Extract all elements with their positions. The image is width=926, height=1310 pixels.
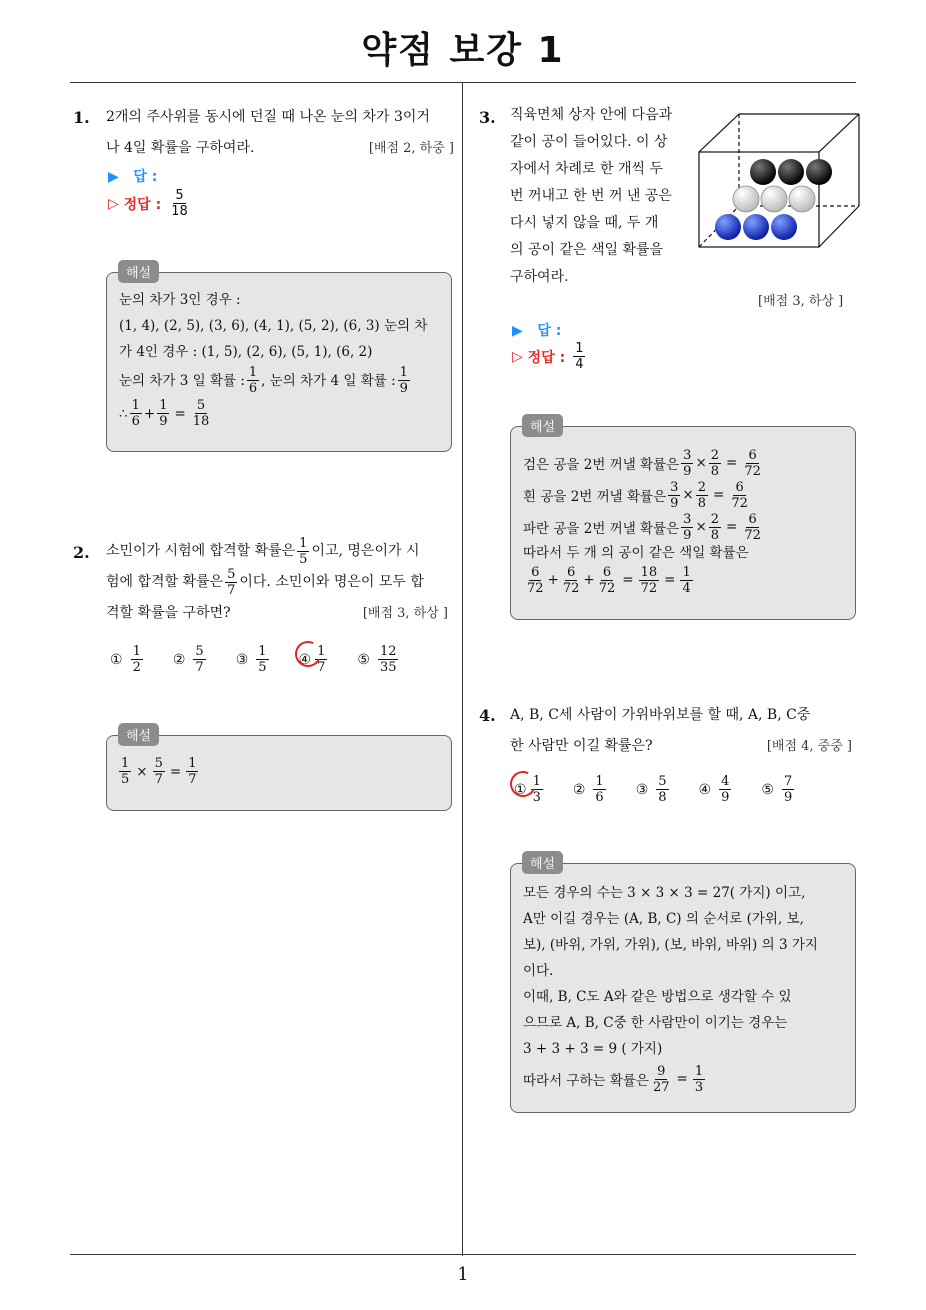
- times-sign: ×: [695, 519, 707, 535]
- q2-frac-num: 5: [227, 567, 236, 582]
- q2-text-line2: [106, 567, 456, 598]
- q2-text: [106, 536, 456, 629]
- q1-correct-row: [108, 188, 192, 219]
- choice-mark: ⑤: [357, 651, 370, 668]
- q1-exp-sum-result: [191, 398, 212, 429]
- q3-meta: [배점 3, 하상 ]: [758, 294, 844, 309]
- equals-sign: =: [169, 763, 182, 780]
- frac-den: 9: [683, 527, 692, 543]
- q3-exp-line5: [523, 563, 855, 597]
- q4-explanation-box: [510, 863, 856, 1113]
- frac-num: 3: [683, 447, 692, 463]
- q4-explanation-tag: 해설: [522, 851, 563, 874]
- frac-num: 1: [694, 1063, 704, 1079]
- frac-num: 6: [748, 447, 757, 463]
- choice-fraction: [782, 774, 794, 805]
- q4-choice-4[interactable]: [699, 774, 734, 805]
- q1-exp-line2: (1, 4), (2, 5), (3, 6), (4, 1), (5, 2), (6, 3) 눈의 차: [119, 318, 428, 334]
- play-outline-icon: ▷: [108, 195, 119, 212]
- frac-num: 3: [670, 479, 679, 495]
- frac-den: 5: [121, 772, 130, 787]
- q1-correct-fraction: [169, 188, 190, 219]
- black-ball: [778, 159, 804, 185]
- frac-18-72: [639, 565, 660, 596]
- q2-text-line1: [106, 536, 456, 567]
- frac-6-72: [597, 565, 618, 596]
- q3-text-line: 번 꺼내고 한 번 꺼 낸 공은: [510, 188, 672, 204]
- choice-num: 5: [195, 644, 204, 659]
- choice-fraction: [193, 644, 205, 675]
- q2-explanation-box: [106, 735, 452, 811]
- frac-den: 72: [744, 463, 761, 479]
- frac-num: 6: [531, 564, 540, 580]
- q3-answer-label: 답 :: [537, 323, 562, 339]
- frac-2-8: [709, 512, 721, 543]
- choice-fraction: [378, 644, 399, 675]
- q1-exp-line5: [119, 398, 451, 429]
- q2-choices: [110, 644, 428, 675]
- q3-text-line: 의 공이 같은 색일 확률을: [510, 242, 664, 258]
- frac-den: 72: [640, 580, 658, 596]
- frac-den: 9: [683, 463, 692, 479]
- q3-exp-line1: [523, 447, 855, 479]
- frac-2-8: [696, 480, 708, 511]
- frac-3-9: [681, 448, 693, 479]
- q2-exp-frac-b: [153, 756, 165, 787]
- q3-correct-label: 정답 :: [527, 349, 566, 366]
- q4-exp-l8-text: 따라서 구하는 확률은: [523, 1073, 649, 1089]
- frac-6-72: [742, 512, 763, 543]
- q1-exp-frac-den: 6: [131, 414, 140, 429]
- frac-num: 2: [697, 479, 706, 495]
- q1-explanation-tag: 해설: [118, 260, 159, 283]
- q1-exp-frac-den: 9: [159, 414, 168, 429]
- frac-1-4: [680, 565, 692, 596]
- equals-sign: =: [664, 572, 676, 588]
- choice-den: 7: [195, 660, 204, 675]
- choice-mark: ④: [298, 651, 312, 668]
- equals-sign: =: [726, 519, 738, 535]
- choice-num: 1: [532, 774, 541, 789]
- choice-num: 7: [783, 774, 793, 789]
- frac-den: 3: [694, 1079, 704, 1095]
- q1-exp-frac-num: 1: [159, 398, 168, 413]
- times-sign: ×: [695, 455, 707, 471]
- q3-exp-line3: [523, 511, 855, 543]
- frac-3-9: [668, 480, 680, 511]
- q1-text-line2: [106, 133, 456, 164]
- q2-text-d: 이다. 소민이와 명은이 모두 합: [239, 574, 424, 590]
- frac-num: 6: [748, 511, 757, 527]
- q1-text-line2-text: 나 4일 확률을 구하여라.: [106, 140, 255, 156]
- frac-num: 5: [154, 756, 163, 771]
- plus-sign: +: [547, 572, 559, 588]
- choice-fraction: [656, 774, 668, 805]
- choice-num: 1: [595, 774, 604, 789]
- choice-num: 12: [379, 644, 397, 659]
- q4-meta: [배점 4, 중중 ]: [766, 739, 852, 754]
- q2-explanation-tag: 해설: [118, 723, 159, 746]
- q4-exp-line4: 이다.: [523, 963, 554, 979]
- q1-exp-frac-1-9: [398, 365, 410, 396]
- frac-6-72: [525, 565, 546, 596]
- choice-num: 1: [317, 644, 326, 659]
- frac-6-72: [742, 448, 763, 479]
- box-edge: [819, 114, 859, 152]
- q2-choice-1[interactable]: [110, 644, 145, 675]
- blue-ball: [771, 214, 797, 240]
- q3-text-line: 다시 넣지 않을 때, 두 개: [510, 215, 659, 231]
- q2-choice-5[interactable]: [357, 644, 400, 675]
- frac-den: 8: [710, 463, 720, 479]
- frac-3-9: [681, 512, 693, 543]
- q3-exp-l2-text: 흰 공을 2번 꺼낼 확률은: [523, 489, 667, 505]
- equals-sign: =: [174, 405, 186, 422]
- q3-text-line: 구하여라.: [510, 269, 569, 285]
- equals-sign: =: [622, 572, 634, 588]
- q2-frac-1-5: [297, 536, 309, 567]
- equals-sign: =: [726, 455, 738, 471]
- q4-choice-2[interactable]: [573, 774, 608, 805]
- frac-den: 27: [652, 1079, 670, 1095]
- white-ball: [733, 186, 759, 212]
- q3-explanation-tag: 해설: [522, 414, 563, 437]
- white-ball: [789, 186, 815, 212]
- q1-answer-label: 답 :: [133, 169, 158, 185]
- play-filled-icon: ▶: [108, 169, 119, 185]
- frac-num: 1: [121, 756, 130, 771]
- q3-text-line: 자에서 차례로 한 개씩 두: [510, 161, 664, 177]
- q4-text-line2-text: 한 사람만 이길 확률은?: [510, 738, 653, 754]
- q4-exp-line8: [523, 1062, 855, 1096]
- q1-text-line1: 2개의 주사위를 동시에 던질 때 나온 눈의 차가 3이거: [106, 109, 430, 125]
- times-sign: ×: [682, 487, 694, 503]
- header-rule: [70, 82, 856, 83]
- q4-choices: [514, 774, 824, 805]
- q1-correct-den: 18: [171, 204, 188, 219]
- choice-mark: ①: [514, 781, 527, 798]
- q3-explanation-box: [510, 426, 856, 620]
- q1-exp-frac-1-6: [247, 365, 259, 396]
- choice-fraction: [256, 644, 268, 675]
- box-edge: [819, 206, 859, 247]
- q4-exp-line6: 으므로 A, B, C중 한 사람만이 이기는 경우는: [523, 1015, 788, 1031]
- choice-mark: ②: [172, 651, 186, 668]
- q3-text: [510, 102, 690, 291]
- q3-exp-l3-text: 파란 공을 2번 꺼낼 확률은: [523, 521, 680, 537]
- frac-den: 8: [710, 527, 720, 543]
- frac-num: 18: [640, 564, 658, 580]
- q3-number: 3.: [479, 108, 496, 127]
- q2-frac-5-7: [225, 567, 237, 598]
- frac-den: 72: [731, 495, 748, 511]
- frac-1-3: [693, 1064, 705, 1095]
- q2-exp-frac-a: [119, 756, 131, 787]
- white-ball: [761, 186, 787, 212]
- q3-answer-row: [512, 320, 561, 340]
- frac-num: 6: [602, 564, 612, 580]
- therefore-symbol: ∴: [119, 405, 128, 422]
- q2-text-c: 험에 합격할 확률은: [106, 574, 224, 590]
- q1-exp-frac-num: 1: [399, 365, 408, 380]
- page-title: 약점 보강 1: [361, 30, 565, 71]
- frac-den: 8: [697, 495, 706, 511]
- q2-text-line3: [106, 598, 456, 629]
- q3-correct-num: 1: [575, 341, 584, 356]
- choice-den: 7: [317, 660, 326, 675]
- frac-num: 1: [682, 564, 691, 580]
- q1-answer-row: [108, 166, 157, 186]
- q4-text: [510, 700, 860, 762]
- frac-2-8: [709, 448, 721, 479]
- q1-exp-line4: [119, 365, 451, 396]
- q1-text: [106, 102, 456, 164]
- q2-number: 2.: [73, 543, 90, 562]
- black-ball: [750, 159, 776, 185]
- column-divider: [462, 82, 463, 1256]
- frac-den: 72: [598, 580, 616, 596]
- choice-num: 1: [258, 644, 267, 659]
- q3-correct-den: 4: [575, 357, 584, 372]
- q3-exp-line4: 따라서 두 개 의 공이 같은 색일 확률은: [523, 545, 749, 561]
- frac-den: 4: [682, 580, 691, 596]
- q1-meta: [배점 2, 하중 ]: [368, 141, 454, 156]
- q3-exp-l1-text: 검은 공을 2번 꺼낼 확률은: [523, 457, 680, 473]
- q3-exp-line2: [523, 479, 855, 511]
- q1-exp-frac-num: 1: [248, 365, 258, 380]
- choice-den: 9: [783, 790, 793, 805]
- box-edge: [699, 114, 739, 152]
- frac-num: 3: [683, 511, 692, 527]
- q4-choice-1[interactable]: [514, 774, 545, 805]
- frac-den: 72: [744, 527, 761, 543]
- q3-text-line: 같이 공이 들어있다. 이 상: [510, 134, 668, 150]
- q1-explanation-box: [106, 272, 452, 452]
- choice-mark: ②: [572, 781, 586, 798]
- q2-text-b: 이고, 명은이가 시: [311, 543, 420, 559]
- frac-num: 2: [710, 511, 720, 527]
- frac-num: 1: [188, 756, 197, 771]
- play-outline-icon: ▷: [512, 348, 523, 365]
- q1-exp-line4b: , 눈의 차가 4 일 확률 :: [261, 372, 396, 389]
- q2-choice-3[interactable]: [236, 644, 271, 675]
- frac-den: 9: [670, 495, 679, 511]
- q1-exp-frac-num: 5: [196, 398, 206, 413]
- choice-mark: ①: [110, 651, 123, 668]
- q2-meta: [배점 3, 하상 ]: [362, 606, 448, 621]
- footer-rule: [70, 1254, 856, 1255]
- frac-den: 7: [154, 772, 163, 787]
- q4-exp-line1: 모든 경우의 수는 3 × 3 × 3 = 27( 가지) 이고,: [523, 885, 806, 901]
- choice-den: 8: [658, 790, 667, 805]
- q1-exp-frac-den: 6: [248, 381, 258, 396]
- q1-exp-frac-num: 1: [131, 398, 140, 413]
- blue-ball: [743, 214, 769, 240]
- q2-text-e: 격할 확률을 구하면?: [106, 605, 231, 621]
- plus-sign: +: [583, 572, 595, 588]
- q1-exp-sum-frac-a: [130, 398, 142, 429]
- choice-mark: ④: [698, 781, 712, 798]
- choice-fraction: [593, 774, 605, 805]
- choice-den: 2: [132, 660, 141, 675]
- page-number: 1: [457, 1264, 469, 1285]
- choice-num: 1: [132, 644, 141, 659]
- q1-number: 1.: [73, 108, 90, 127]
- q2-frac-den: 7: [227, 583, 236, 598]
- choice-num: 4: [721, 774, 730, 789]
- equals-sign: =: [676, 1071, 688, 1087]
- black-ball: [806, 159, 832, 185]
- q4-choice-3[interactable]: [636, 774, 671, 805]
- choice-den: 35: [379, 660, 397, 675]
- q2-choice-2[interactable]: [173, 644, 208, 675]
- choice-fraction: [719, 774, 731, 805]
- frac-den: 72: [527, 580, 544, 596]
- choice-mark: ③: [235, 651, 249, 668]
- q2-frac-num: 1: [299, 536, 308, 551]
- frac-9-27: [651, 1064, 672, 1095]
- choice-den: 3: [532, 790, 541, 805]
- q4-number: 4.: [479, 706, 496, 725]
- frac-num: 9: [657, 1063, 666, 1079]
- q3-correct-row: [512, 341, 587, 372]
- q1-exp-line4a: 눈의 차가 3 일 확률 :: [119, 372, 245, 389]
- q2-exp-frac-c: [186, 756, 198, 787]
- frac-num: 2: [710, 447, 720, 463]
- q4-text-line2: [510, 731, 860, 762]
- q1-exp-frac-den: 9: [399, 381, 408, 396]
- q4-exp-line7: 3 + 3 + 3 = 9 ( 가지): [523, 1041, 663, 1057]
- q2-text-a: 소민이가 시험에 합격할 확률은: [106, 543, 296, 559]
- frac-num: 6: [735, 479, 744, 495]
- frac-6-72: [561, 565, 582, 596]
- box-with-balls-figure: [696, 110, 864, 250]
- q4-text-line1: A, B, C세 사람이 가위바위보를 할 때, A, B, C중: [510, 707, 811, 723]
- frac-num: 6: [566, 564, 576, 580]
- frac-den: 72: [562, 580, 580, 596]
- times-sign: ×: [136, 763, 148, 780]
- choice-den: 5: [258, 660, 267, 675]
- plus-sign: +: [143, 405, 156, 422]
- q1-correct-label: 정답 :: [123, 196, 162, 213]
- choice-mark: ③: [635, 781, 649, 798]
- q2-choice-4[interactable]: [299, 644, 330, 675]
- q1-exp-sum-frac-b: [157, 398, 169, 429]
- q3-correct-fraction: [573, 341, 585, 372]
- frac-6-72: [729, 480, 750, 511]
- q4-exp-line3: 보), (바위, 가위, 가위), (보, 바위, 바위) 의 3 가지: [523, 937, 818, 953]
- q4-exp-line5: 이때, B, C도 A와 같은 방법으로 생각할 수 있: [523, 989, 792, 1005]
- q2-frac-den: 5: [299, 552, 308, 567]
- choice-den: 9: [721, 790, 730, 805]
- equals-sign: =: [713, 487, 725, 503]
- q4-exp-line2: A만 이길 경우는 (A, B, C) 의 순서로 (가위, 보,: [523, 911, 804, 927]
- choice-mark: ⑤: [761, 781, 774, 798]
- play-filled-icon: ▶: [512, 323, 523, 339]
- q3-text-line: 직육면체 상자 안에 다음과: [510, 107, 673, 123]
- q1-exp-line3: 가 4인 경우 : (1, 5), (2, 6), (5, 1), (6, 2): [119, 344, 373, 360]
- q1-exp-line1: 눈의 차가 3인 경우 :: [119, 292, 241, 308]
- choice-fraction: [131, 644, 143, 675]
- choice-den: 6: [595, 790, 604, 805]
- frac-den: 7: [188, 772, 197, 787]
- choice-num: 5: [658, 774, 667, 789]
- q1-exp-frac-den: 18: [192, 414, 210, 429]
- q4-choice-5[interactable]: [761, 774, 796, 805]
- q1-correct-num: 5: [175, 188, 184, 203]
- blue-ball: [715, 214, 741, 240]
